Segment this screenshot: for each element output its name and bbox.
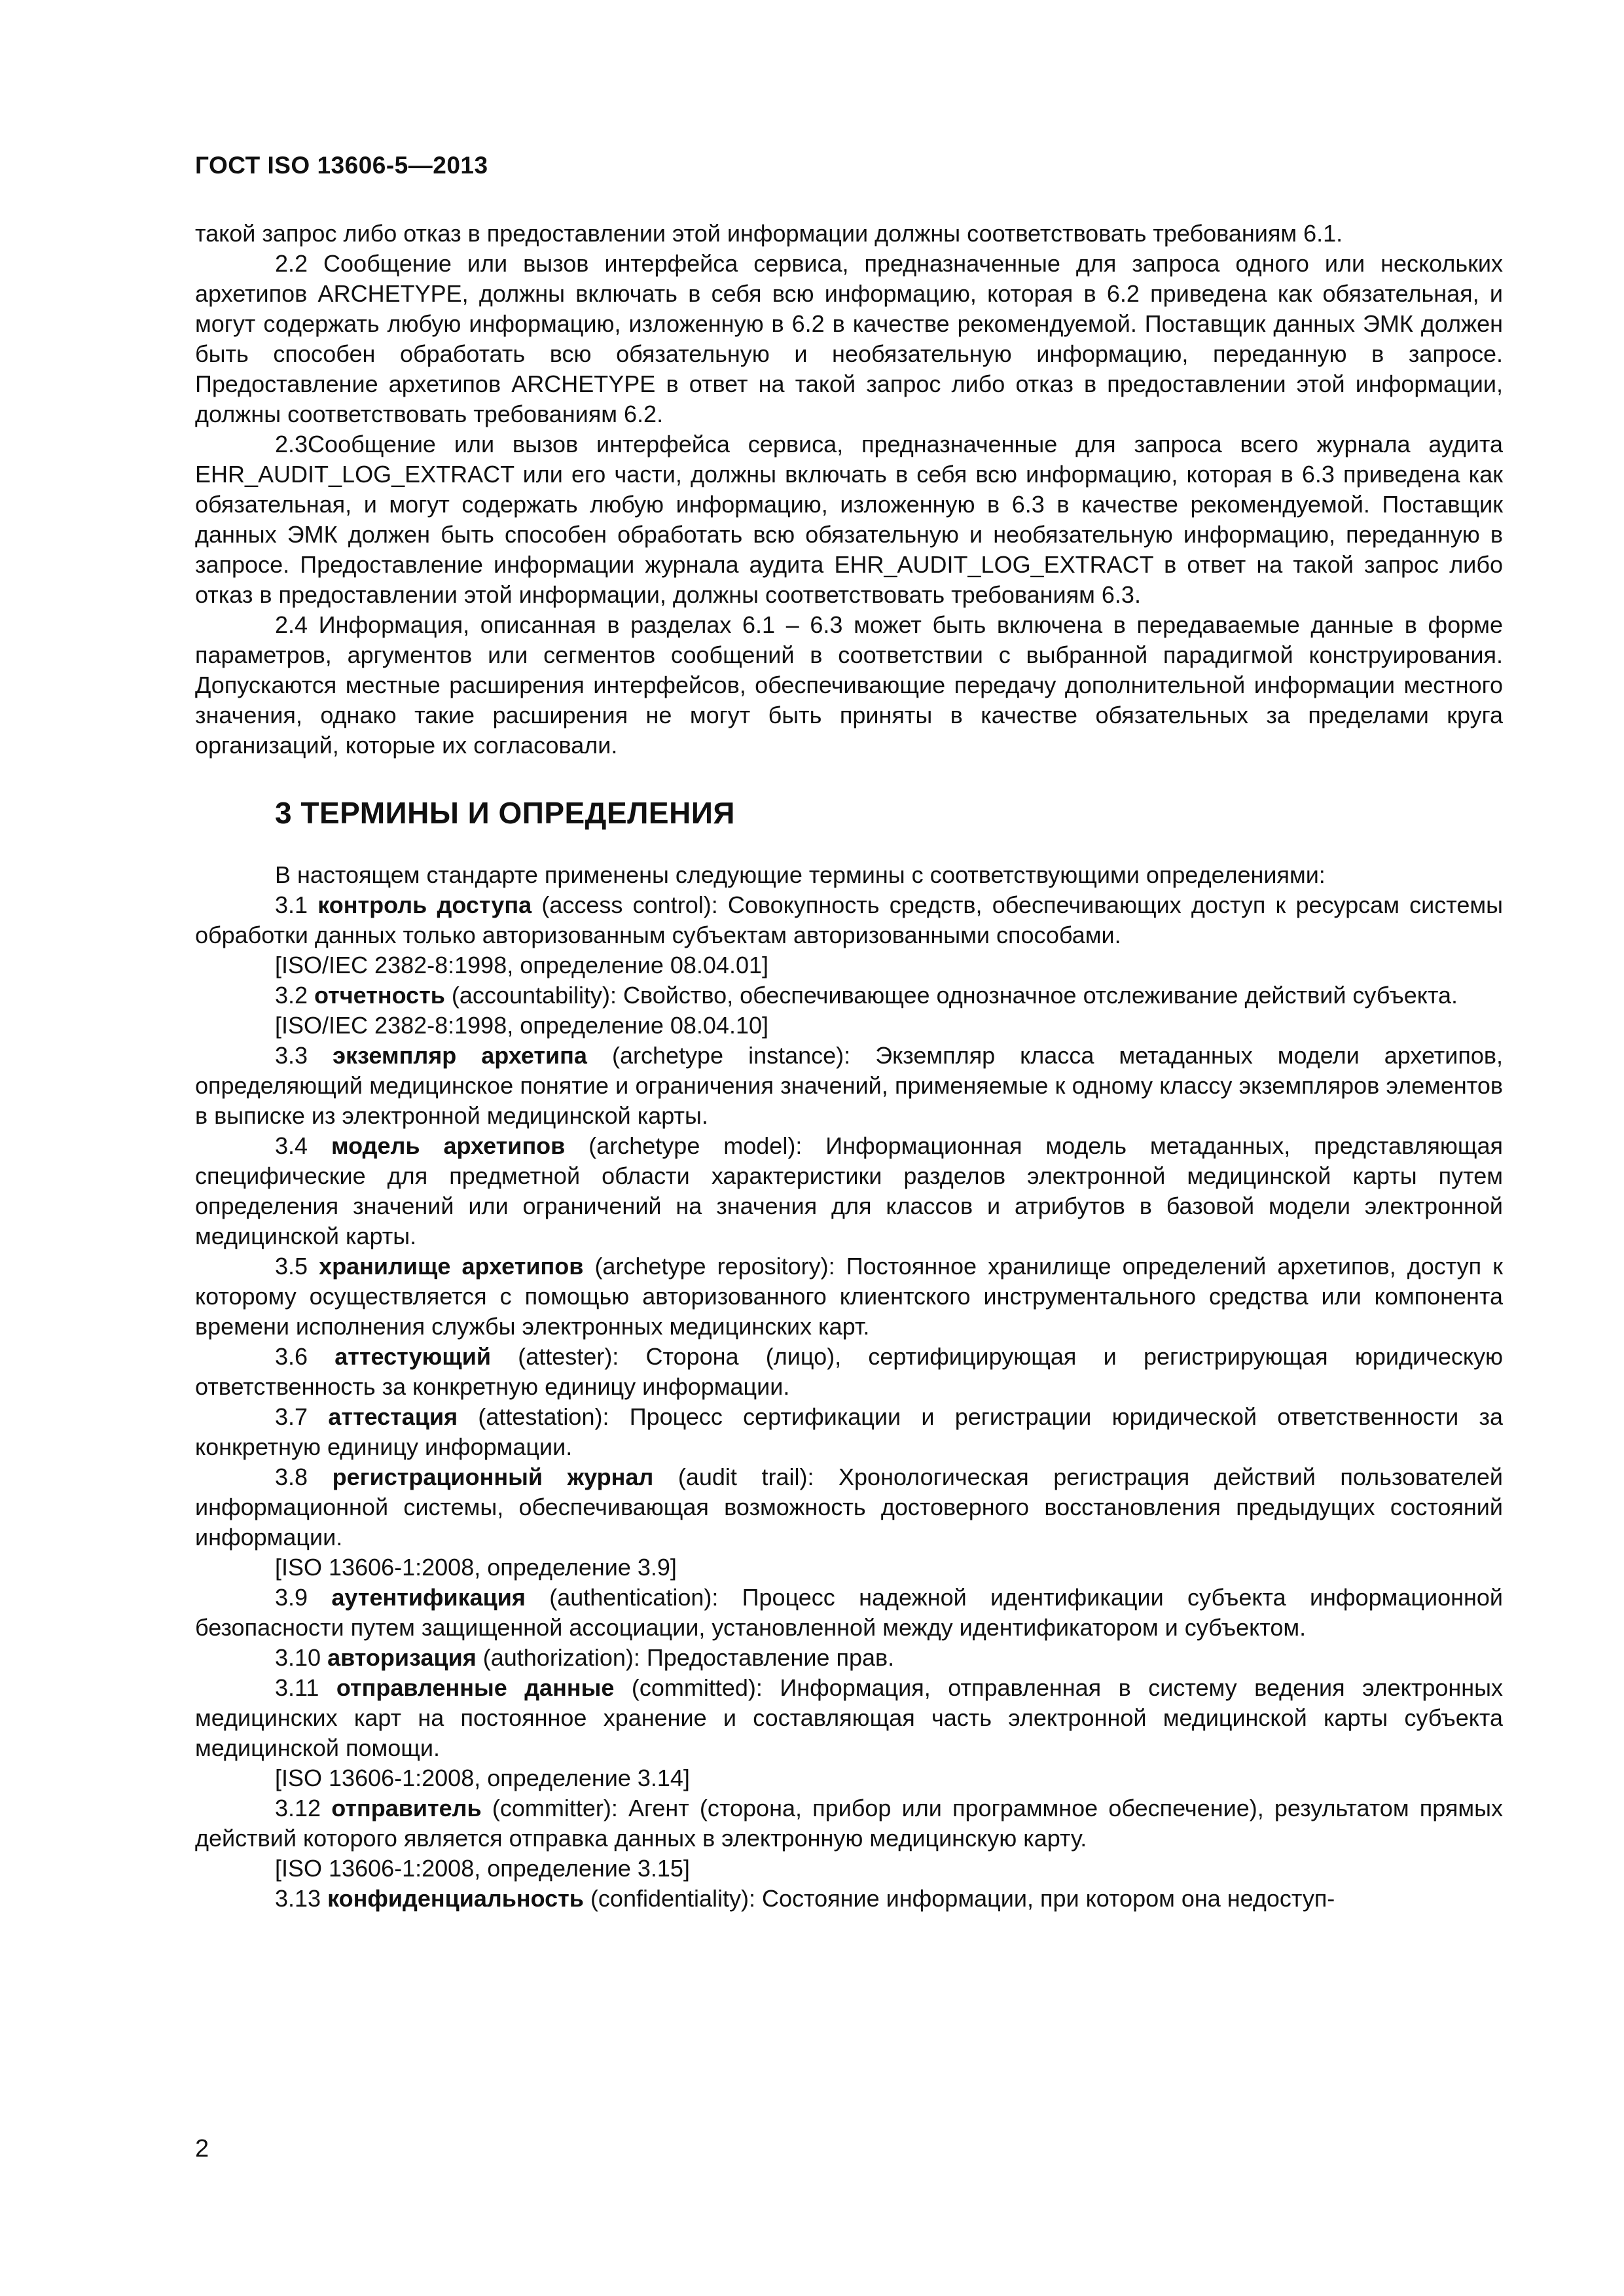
term-name: аттестующий — [334, 1343, 492, 1370]
text-run: (attester): Сторона (лицо), сертифицирующая и регистрирующая юридическую ответственность за конкретную единицу информации. — [195, 1343, 1503, 1400]
paragraph — [195, 1793, 1503, 1854]
paragraph — [195, 1643, 1503, 1673]
text-run: 3.13 — [275, 1885, 328, 1912]
term-name: экземпляр архетипа — [333, 1042, 587, 1069]
text-run: (audit trail): Хронологическая регистрация действий пользователей информационной системы, обеспечивающая возможность достоверного восстановления предыдущих состояний информации. — [195, 1463, 1503, 1551]
terms-section — [195, 860, 1503, 1914]
text-run: 3.2 — [275, 982, 315, 1009]
term-name: конфиденциальность — [327, 1885, 584, 1912]
term-name: модель архетипов — [331, 1132, 566, 1159]
paragraph — [195, 860, 1503, 890]
paragraph — [195, 1251, 1503, 1342]
text-run: 3.1 — [275, 891, 318, 918]
paragraph — [195, 890, 1503, 950]
text-run: такой запрос либо отказ в предоставлении этой информации должны соответствовать требованиям 6.1. — [195, 220, 1343, 247]
text-run: [ISO 13606-1:2008, определение 3.15] — [275, 1855, 690, 1882]
text-run: 2.4 Информация, описанная в разделах 6.1 – 6.3 может быть включена в передаваемые данные в форме параметров, аргументов или сегментов сообщений в соответствии с выбранной парадигмой конструирования. Допускаются местные расширения интерфейсов, обеспечивающие передачу дополнительной информации местного значения, однако такие расширения не могут быть приняты в качестве обязательных за пределами круга организаций, которые их согласовали. — [195, 611, 1503, 759]
text-run: [ISO/IEC 2382-8:1998, определение 08.04.01] — [275, 952, 768, 978]
section-heading: 3 ТЕРМИНЫ И ОПРЕДЕЛЕНИЯ — [275, 796, 735, 830]
text-run: 3.10 — [275, 1644, 328, 1671]
text-run: (confidentiality): Состояние информации, при котором она недоступ- — [583, 1885, 1335, 1912]
continued-paragraph — [195, 219, 1503, 249]
paragraph — [195, 1041, 1503, 1131]
text-run: 3.7 — [275, 1403, 329, 1430]
reference-line — [195, 950, 1503, 980]
paragraph — [195, 1462, 1503, 1552]
term-name: отчетность — [314, 982, 445, 1009]
text-run: 3.6 — [275, 1343, 335, 1370]
text-run: 2.2 Сообщение или вызов интерфейса сервиса, предназначенные для запроса одного или нескольких архетипов ARCHETYPE, должны включать в себя всю информацию, которая в 6.2 приведена как обязательная, и могут содержать любую информацию, изложенную в 6.2 в качестве рекомендуемой. Поставщик данных ЭМК должен быть способен обработать всю обязательную и необязательную информацию, переданную в запросе. Предоставление архетипов ARCHETYPE в ответ на такой запрос либо отказ в предоставлении этой информации, должны соответствовать требованиям 6.2. — [195, 250, 1503, 427]
text-run: 3.9 — [275, 1584, 332, 1611]
text-run: 3.12 — [275, 1795, 332, 1821]
text-run: (accountability): Свойство, обеспечивающее однозначное отслеживание действий субъекта. — [444, 982, 1458, 1009]
term-name: отправленные данные — [336, 1674, 615, 1701]
intro-section — [195, 219, 1503, 761]
text-run: [ISO 13606-1:2008, определение 3.14] — [275, 1765, 690, 1791]
term-name: аттестация — [328, 1403, 458, 1430]
paragraph — [195, 610, 1503, 761]
text-run: (committed): Информация, отправленная в систему ведения электронных медицинских карт на постоянное хранение и составляющая часть электронной медицинской карты субъекта медицинской помощи. — [195, 1674, 1504, 1761]
text-run: 3.3 — [275, 1042, 333, 1069]
standard-header: ГОСТ ISO 13606-5—2013 — [195, 152, 488, 179]
paragraph — [195, 1884, 1503, 1914]
term-name: аутентификация — [331, 1584, 526, 1611]
reference-line — [195, 1763, 1503, 1793]
text-run: 3.8 — [275, 1463, 333, 1490]
paragraph — [195, 249, 1503, 429]
term-name: регистрационный журнал — [332, 1463, 654, 1490]
text-run: 3.11 — [275, 1674, 336, 1701]
text-run: 3.4 — [275, 1132, 331, 1159]
paragraph — [195, 1673, 1503, 1763]
paragraph — [195, 980, 1503, 1011]
reference-line — [195, 1011, 1503, 1041]
text-run: (archetype model): Информационная модель метаданных, представляющая специфические для предметной области характеристики разделов электронной медицинской карты путем определения значений или ограничений на значения для классов и атрибутов в базовой модели электронной медицинской карты. — [195, 1132, 1503, 1249]
text-run: [ISO 13606-1:2008, определение 3.9] — [275, 1554, 677, 1581]
text-run: (access control): Совокупность средств, обеспечивающих доступ к ресурсам системы обработки данных только авторизованным субъектам авторизованными способами. — [195, 891, 1504, 948]
text-run: (archetype instance): Экземпляр класса метаданных модели архетипов, определяющий медицинское понятие и ограничения значений, применяемые к одному классу экземпляров элементов в выписке из электронной медицинской карты. — [195, 1042, 1504, 1129]
text-run: (attestation): Процесс сертификации и регистрации юридической ответственности за конкретную единицу информации. — [195, 1403, 1503, 1460]
text-run: (committer): Агент (сторона, прибор или программное обеспечение), результатом прямых действий которого является отправка данных в электронную медицинскую карту. — [195, 1795, 1503, 1852]
page-content — [195, 219, 1503, 1914]
term-name: хранилище архетипов — [319, 1253, 584, 1280]
text-run: 2.3Сообщение или вызов интерфейса сервиса, предназначенные для запроса всего журнала аудита EHR_AUDIT_LOG_EXTRACT или его части, должны включать в себя всю информацию, которая в 6.3 приведена как обязательная, и могут содержать любую информацию, изложенную в 6.3 в качестве рекомендуемой. Поставщик данных ЭМК должен быть способен обработать всю обязательную и необязательную информацию, переданную в запросе. Предоставление информации журнала аудита EHR_AUDIT_LOG_EXTRACT в ответ на такой запрос либо отказ в предоставлении этой информации, должны соответствовать требованиям 6.3. — [195, 431, 1503, 608]
reference-line — [195, 1552, 1503, 1583]
paragraph — [195, 1402, 1503, 1462]
term-name: отправитель — [331, 1795, 482, 1821]
paragraph — [195, 429, 1503, 610]
term-name: авторизация — [327, 1644, 477, 1671]
reference-line — [195, 1854, 1503, 1884]
text-run: В настоящем стандарте применены следующие термины с соответствующими определениями: — [275, 861, 1326, 888]
page-number: 2 — [195, 2135, 209, 2162]
text-run: (authentication): Процесс надежной идентификации субъекта информационной безопасности путем защищенной ассоциации, установленной между идентификатором и субъектом. — [195, 1584, 1504, 1641]
paragraph — [195, 1583, 1503, 1643]
text-run: (archetype repository): Постоянное хранилище определений архетипов, доступ к которому осуществляется с помощью авторизованного клиентского инструментального средства или компонента времени исполнения службы электронных медицинских карт. — [195, 1253, 1504, 1340]
paragraph — [195, 1342, 1503, 1402]
text-run: 3.5 — [275, 1253, 319, 1280]
text-run: [ISO/IEC 2382-8:1998, определение 08.04.10] — [275, 1012, 768, 1039]
term-name: контроль доступа — [317, 891, 532, 918]
paragraph — [195, 1131, 1503, 1251]
text-run: (authorization): Предоставление прав. — [476, 1644, 895, 1671]
